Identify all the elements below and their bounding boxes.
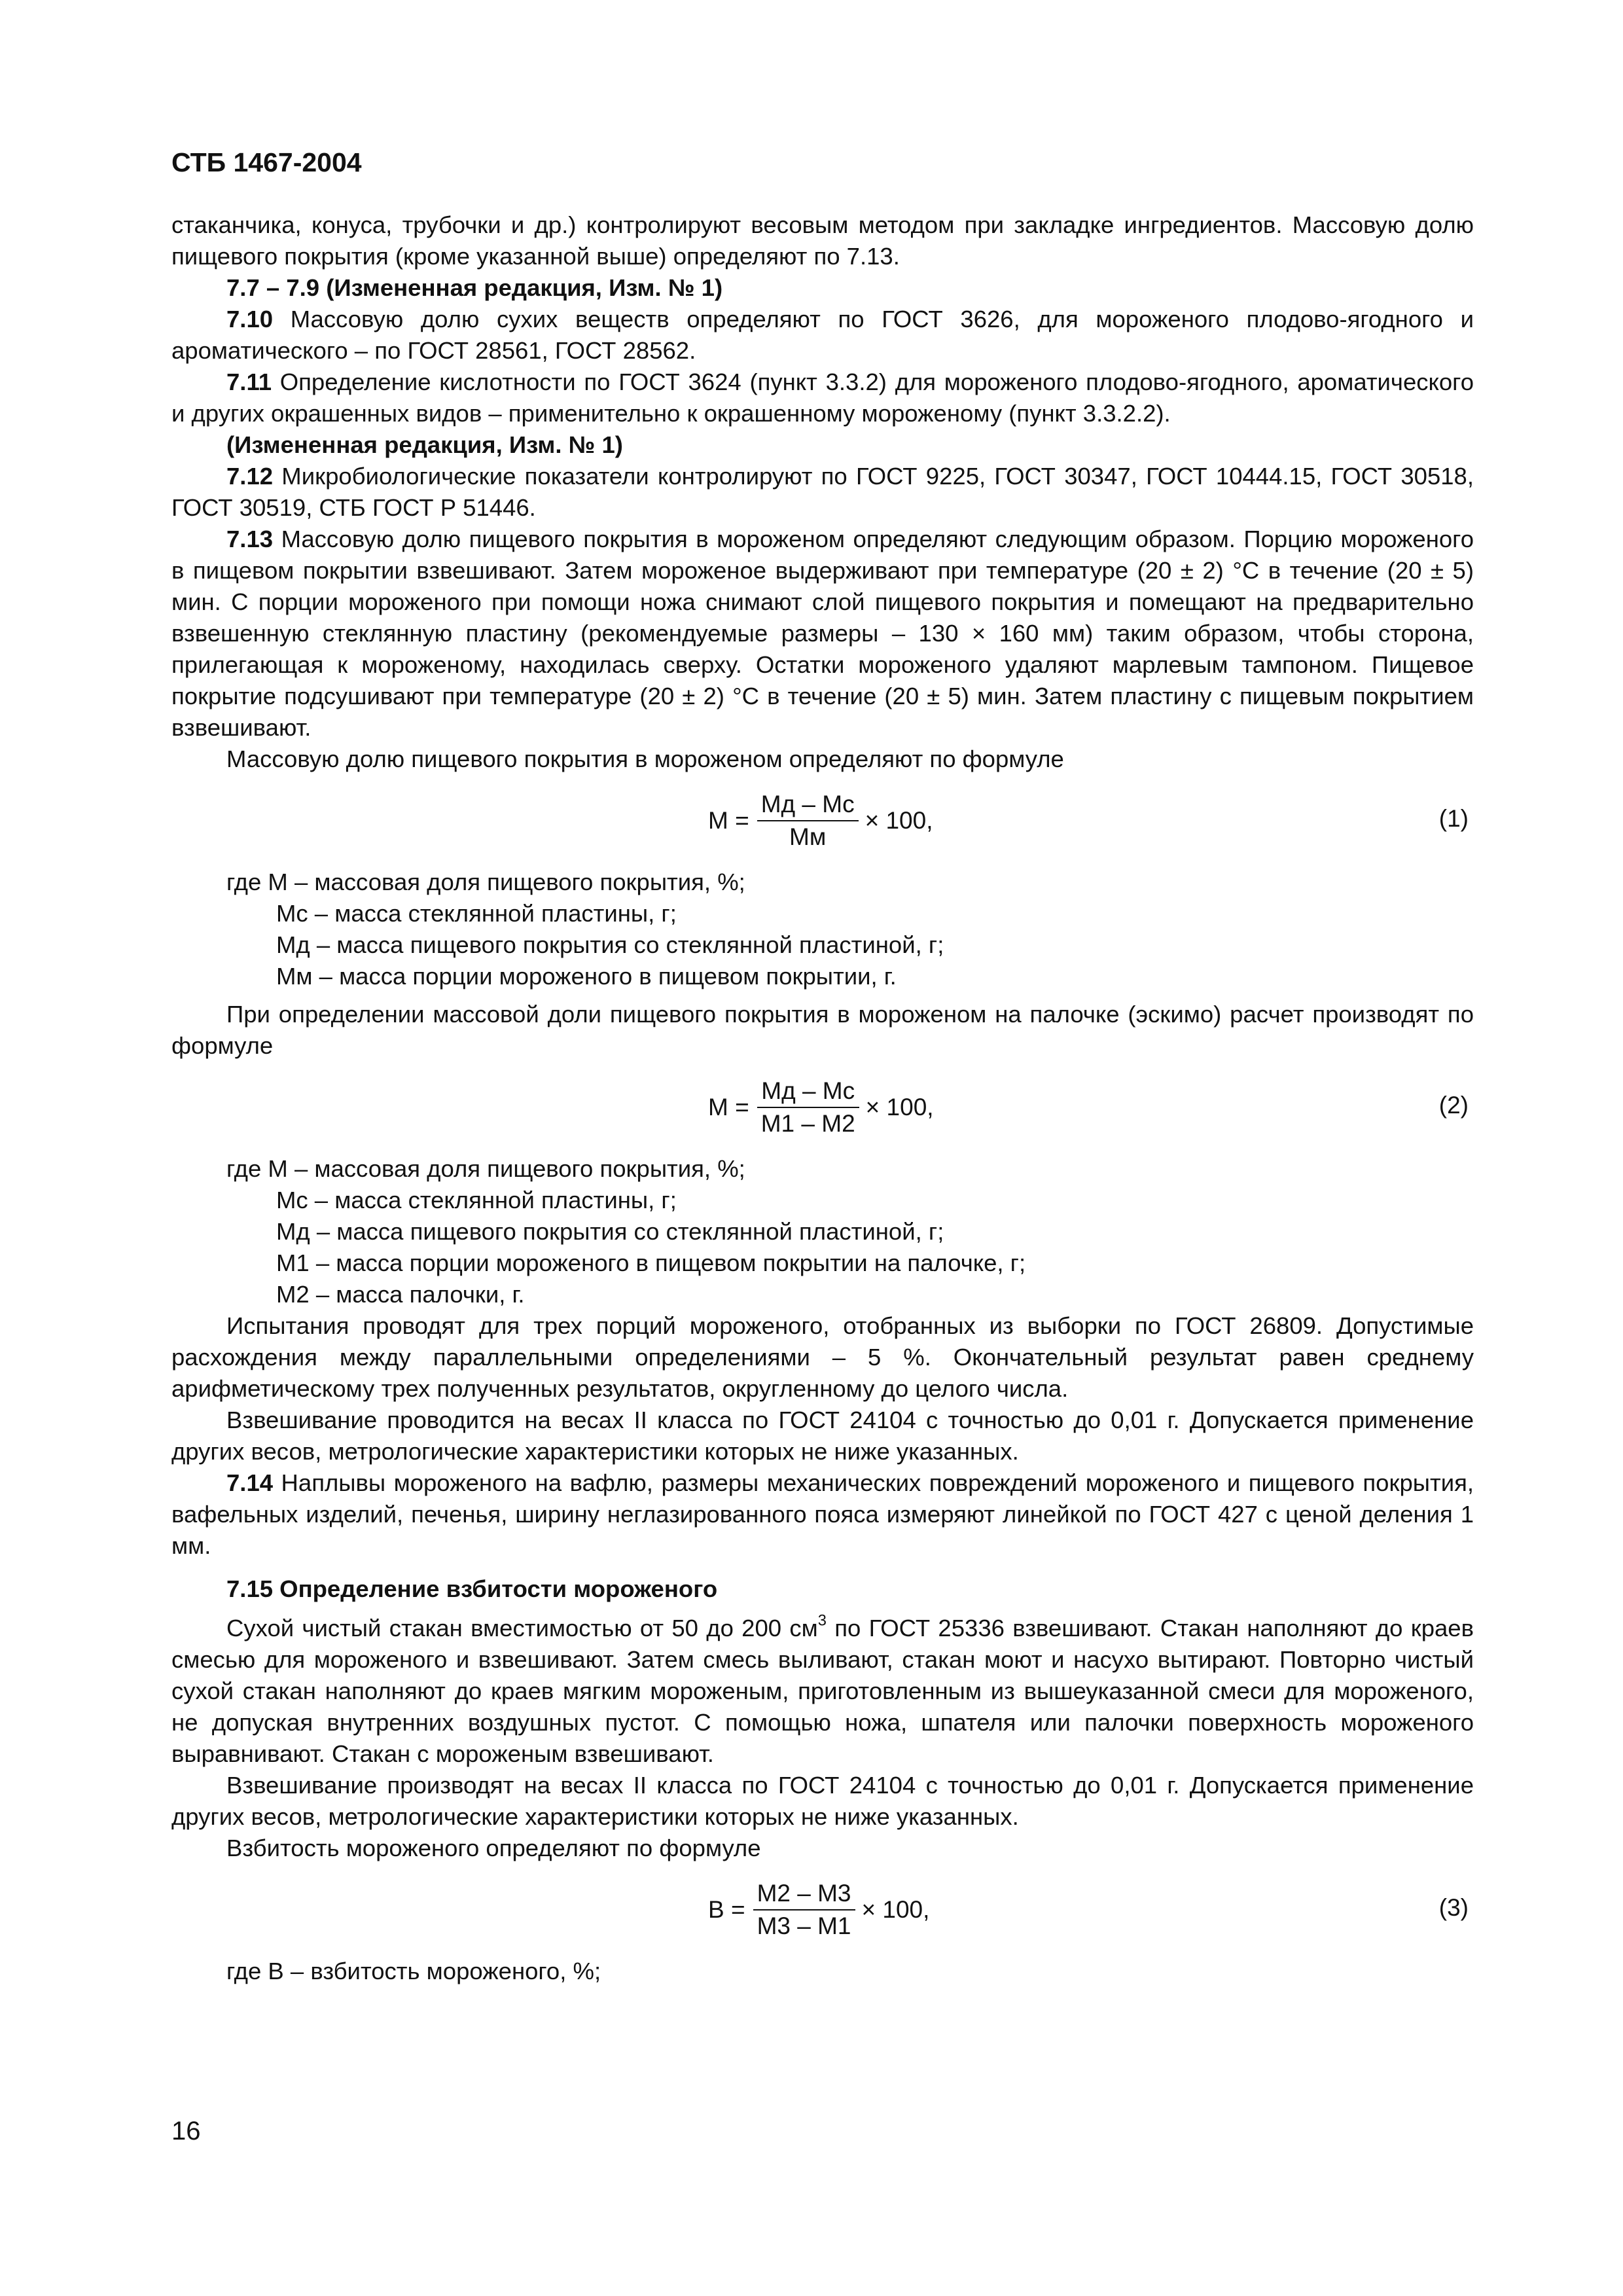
formula-denominator: Mм	[789, 823, 827, 850]
clause-7-12	[171, 461, 1474, 524]
legend-3	[171, 1956, 1474, 1987]
formula-fraction	[757, 1077, 859, 1138]
formula-rhs: × 100,	[865, 807, 933, 834]
clause-7-10	[171, 304, 1474, 367]
page-number: 16	[171, 2117, 201, 2145]
document-header: СТБ 1467-2004	[171, 147, 362, 177]
clause-7-14	[171, 1467, 1474, 1562]
document-page	[171, 144, 1474, 1987]
legend-item: Mд – масса пищевого покрытия со стеклянной пластиной, г;	[276, 931, 944, 958]
formula-numerator: M2 – M3	[757, 1880, 851, 1907]
formula-2	[171, 1062, 1474, 1153]
clause-7-11	[171, 367, 1474, 429]
formula-numerator: Mд – Mс	[761, 1077, 855, 1104]
clause-text: Микробиологические показатели контролируют по ГОСТ 9225, ГОСТ 30347, ГОСТ 10444.15, ГОСТ 30518, ГОСТ 30519, СТБ ГОСТ Р 51446.	[171, 463, 1474, 521]
paragraph: стаканчика, конуса, трубочки и др.) контролируют весовым методом при закладке ингредиентов. Массовую долю пищевого покрытия (кроме указанной выше) определяют по 7.13.	[171, 211, 1474, 270]
formula-lhs: B =	[708, 1896, 745, 1923]
clause-number: 7.13	[226, 526, 274, 552]
formula-fraction	[753, 1879, 855, 1941]
legend-item: где B – взбитость мороженого, %;	[226, 1958, 601, 1984]
legend-item: M2 – масса палочки, г.	[276, 1281, 525, 1308]
amendment-note: (Измененная редакция, Изм. № 1)	[226, 431, 623, 458]
paragraph: Взвешивание производят на весах II класса по ГОСТ 24104 с точностью до 0,01 г. Допускается применение других весов, метрологические характеристики которых не ниже указанных.	[171, 1772, 1474, 1830]
legend-item: Mс – масса стеклянной пластины, г;	[276, 1187, 677, 1213]
formula-rhs: × 100,	[865, 1094, 934, 1121]
clause-text: Наплывы мороженого на вафлю, размеры механических повреждений мороженого и пищевого покрытия, вафельных изделий, печенья, ширину неглазированного пояса измеряют линейкой по ГОСТ 427 с ценой деления 1 мм.	[171, 1469, 1474, 1559]
formula-3	[171, 1864, 1474, 1956]
clause-number: 7.10	[226, 306, 274, 332]
legend-1	[171, 867, 1474, 992]
legend-item: Mм – масса порции мороженого в пищевом покрытии, г.	[276, 963, 897, 990]
section-title: 7.15 Определение взбитости мороженого	[226, 1575, 718, 1602]
legend-item: Mс – масса стеклянной пластины, г;	[276, 900, 677, 927]
legend-item: где M – массовая доля пищевого покрытия, %;	[226, 1155, 745, 1182]
amendment-note: 7.7 – 7.9 (Измененная редакция, Изм. № 1)	[226, 274, 723, 301]
legend-item: M1 – масса порции мороженого в пищевом покрытии на палочке, г;	[276, 1249, 1026, 1276]
equation-number: (3)	[1438, 1894, 1469, 1921]
formula-denominator: M1 – M2	[760, 1110, 855, 1137]
legend-2	[171, 1153, 1474, 1310]
formula-1	[171, 775, 1474, 867]
formula-rhs: × 100,	[861, 1896, 930, 1923]
paragraph: Массовую долю пищевого покрытия в мороженом определяют по формуле	[226, 745, 1064, 772]
clause-number: 7.11	[226, 368, 272, 395]
formula-lhs: M =	[708, 1094, 749, 1121]
paragraph: Сухой чистый стакан вместимостью от 50 до 200 $см^3$ по ГОСТ 25336 взвешивают. Стакан наполняют до краев смесью для мороженого и взвешивают. Затем смесь выливают, стакан моют и насухо вытирают. Повторно чистый сухой стакан наполняют до краев мягким мороженым, приготовленным из вышеуказанной смеси для мороженого, не допуская внутренних воздушных пустот. С помощью ножа, шпателя или палочки поверхность мороженого выравнивают. Стакан с мороженым взвешивают.	[171, 1612, 1474, 1767]
formula-lhs: M =	[708, 807, 749, 834]
equation-number: (1)	[1438, 805, 1469, 832]
clause-text: Определение кислотности по ГОСТ 3624 (пункт 3.3.2) для мороженого плодово-ягодного, ароматического и других окрашенных видов – применительно к окрашенному мороженому (пункт 3.3.2.2).	[171, 368, 1474, 427]
paragraph: Взбитость мороженого определяют по формуле	[226, 1835, 761, 1861]
formula-denominator: M3 – M1	[757, 1912, 851, 1939]
clause-number: 7.14	[226, 1469, 274, 1496]
paragraph: Взвешивание проводится на весах II класса по ГОСТ 24104 с точностью до 0,01 г. Допускается применение других весов, метрологические характеристики которых не ниже указанных.	[171, 1407, 1474, 1465]
legend-item: Mд – масса пищевого покрытия со стеклянной пластиной, г;	[276, 1218, 944, 1245]
paragraph: Испытания проводят для трех порций мороженого, отобранных из выборки по ГОСТ 26809. Допустимые расхождения между параллельными определениями – 5 %. Окончательный результат равен среднему арифметическому трех полученных результатов, округленному до целого числа.	[171, 1312, 1474, 1402]
formula-numerator: Mд – Mс	[760, 791, 855, 817]
paragraph: При определении массовой доли пищевого покрытия в мороженом на палочке (эскимо) расчет производят по формуле	[171, 1001, 1474, 1059]
formula-fraction	[757, 790, 859, 852]
equation-number: (2)	[1438, 1092, 1469, 1119]
clause-7-13	[171, 524, 1474, 744]
clause-text: Массовую долю сухих веществ определяют по ГОСТ 3626, для мороженого плодово-ягодного и ароматического – по ГОСТ 28561, ГОСТ 28562.	[171, 306, 1474, 364]
legend-item: где M – массовая доля пищевого покрытия, %;	[226, 869, 745, 895]
clause-number: 7.12	[226, 463, 274, 490]
clause-text: Массовую долю пищевого покрытия в мороженом определяют следующим образом. Порцию мороженого в пищевом покрытии взвешивают. Затем мороженое выдерживают при температуре (20 ± 2) °С в течение (20 ± 5) мин. С порции мороженого при помощи ножа снимают слой пищевого покрытия и помещают на предварительно взвешенную стеклянную пластину (рекомендуемые размеры – 130 × 160 мм) таким образом, чтобы сторона, прилегающая к мороженому, находилась сверху. Остатки мороженого удаляют марлевым тампоном. Пищевое покрытие подсушивают при температуре (20 ± 2) °С в течение (20 ± 5) мин. Затем пластину с пищевым покрытием взвешивают.	[171, 526, 1474, 741]
